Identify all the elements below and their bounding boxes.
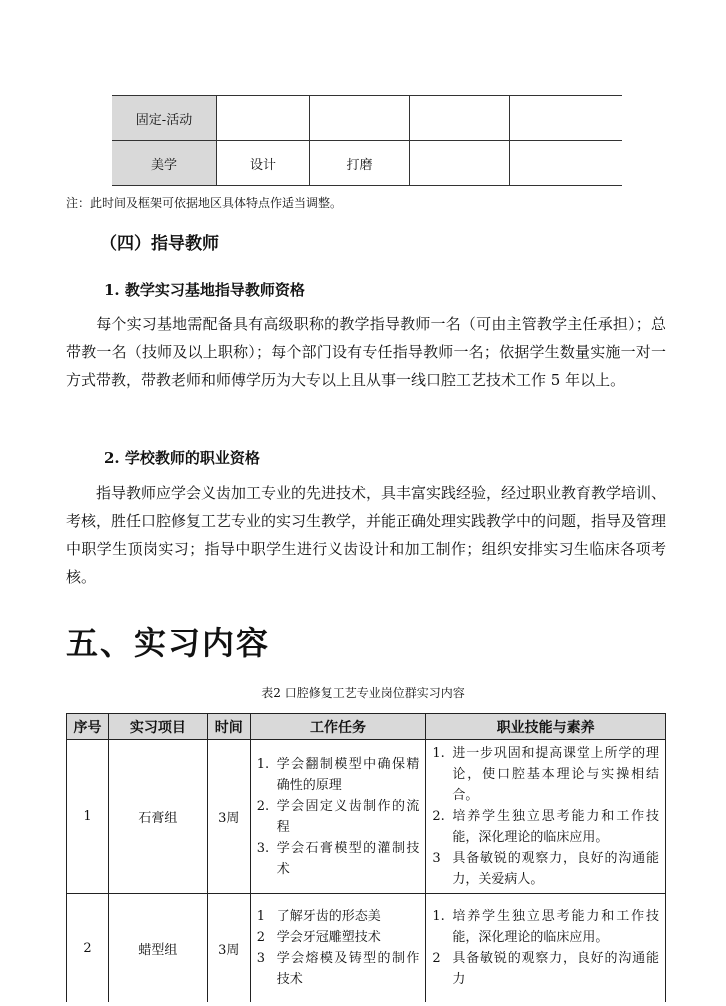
subsection-heading: 2. 学校教师的职业资格 <box>104 449 260 467</box>
list-number: 2. <box>256 798 270 814</box>
list-item <box>432 948 659 990</box>
paragraph <box>66 479 666 591</box>
table-cell <box>217 96 310 141</box>
row-skills <box>426 740 666 894</box>
list-item <box>257 948 420 990</box>
table-cell <box>410 141 510 186</box>
row-label: 美学 <box>112 141 217 186</box>
list-text: 培养学生独立思考能力和工作技能，深化理论的临床应用。 <box>452 809 659 845</box>
column-header: 实习项目 <box>108 714 207 740</box>
list-item <box>432 806 659 848</box>
table-caption: 表2 口腔修复工艺专业岗位群实习内容 <box>261 686 465 700</box>
list-text: 具备敏锐的观察力，良好的沟通能力 <box>452 951 659 987</box>
table-row <box>112 141 622 186</box>
row-time: 3周 <box>207 894 250 1003</box>
list-number: 3 <box>432 851 441 866</box>
column-header: 序号 <box>67 714 109 740</box>
table-row <box>67 894 666 1003</box>
list-number: 3 <box>256 951 265 966</box>
paragraph <box>66 310 666 394</box>
column-header: 工作任务 <box>250 714 426 740</box>
table-row <box>67 740 666 894</box>
internship-content-table <box>66 713 666 1002</box>
table-cell <box>510 96 623 141</box>
list-text: 进一步巩固和提高课堂上所学的理论，使口腔基本理论与实操相结合。 <box>452 746 659 803</box>
column-header: 时间 <box>207 714 250 740</box>
row-number: 1 <box>67 740 109 894</box>
list-text: 具备敏锐的观察力，良好的沟通能力，关爱病人。 <box>452 851 659 887</box>
list-text: 学会牙冠雕塑技术 <box>276 930 381 945</box>
list-number: 1. <box>432 909 445 924</box>
list-item <box>257 796 420 838</box>
table-row <box>112 96 622 141</box>
column-header: 职业技能与素养 <box>426 714 666 740</box>
list-number: 1. <box>256 756 270 772</box>
row-tasks <box>250 740 426 894</box>
table-note: 注：此时间及框架可依据地区具体特点作适当调整。 <box>66 196 343 210</box>
subsection-heading: 1. 教学实习基地指导教师资格 <box>104 281 305 299</box>
list-item <box>432 906 659 948</box>
table-cell: 设计 <box>217 141 310 186</box>
list-number: 2 <box>432 951 441 966</box>
list-text: 了解牙齿的形态美 <box>276 909 381 924</box>
table-cell: 打磨 <box>310 141 410 186</box>
list-item <box>432 848 659 890</box>
list-item <box>257 927 420 948</box>
list-item <box>257 906 420 927</box>
list-text: 学会熔模及铸型的制作技术 <box>276 951 420 987</box>
list-text: 学会石膏模型的灌制技术 <box>276 840 420 877</box>
row-project: 石膏组 <box>108 740 207 894</box>
list-item <box>257 754 420 796</box>
list-item <box>432 743 659 806</box>
list-number: 2 <box>256 930 265 945</box>
list-item <box>257 838 420 880</box>
chapter-heading: 五、实习内容 <box>66 624 271 662</box>
list-text: 学会翻制模型中确保精确性的原理 <box>276 756 420 793</box>
table-cell <box>410 96 510 141</box>
paragraph-text: 指导教师应学会义齿加工专业的先进技术，具丰富实践经验，经过职业教育教学培训、考核，胜任口腔修复工艺专业的实习生教学，并能正确处理实践教学中的问题，指导及管理中职学生顶岗实习；指导中职学生进行义齿设计和加工制作；组织安排实习生临床各项考核。 <box>66 484 667 586</box>
row-time: 3周 <box>207 740 250 894</box>
list-number: 1. <box>432 746 445 761</box>
row-tasks <box>250 894 426 1003</box>
section-heading: （四）指导教师 <box>100 234 219 254</box>
row-skills <box>426 894 666 1003</box>
row-number: 2 <box>67 894 109 1003</box>
table-cell <box>510 141 623 186</box>
list-number: 1 <box>256 909 265 924</box>
row-project: 蜡型组 <box>108 894 207 1003</box>
list-text: 培养学生独立思考能力和工作技能，深化理论的临床应用。 <box>452 909 659 945</box>
list-text: 学会固定义齿制作的流程 <box>276 798 420 835</box>
table-header-row <box>67 714 666 740</box>
top-schedule-table <box>112 95 622 186</box>
paragraph-text: 每个实习基地需配备具有高级职称的教学指导教师一名（可由主管教学主任承担）；总带教一名（技师及以上职称）；每个部门设有专任指导教师一名；依据学生数量实施一对一方式带教，带教老师和师傅学历为大专以上且从事一线口腔工艺技术工作 5 年以上。 <box>66 315 666 389</box>
row-label: 固定-活动 <box>112 96 217 141</box>
table-cell <box>310 96 410 141</box>
list-number: 2. <box>432 809 445 824</box>
list-number: 3. <box>256 840 270 856</box>
